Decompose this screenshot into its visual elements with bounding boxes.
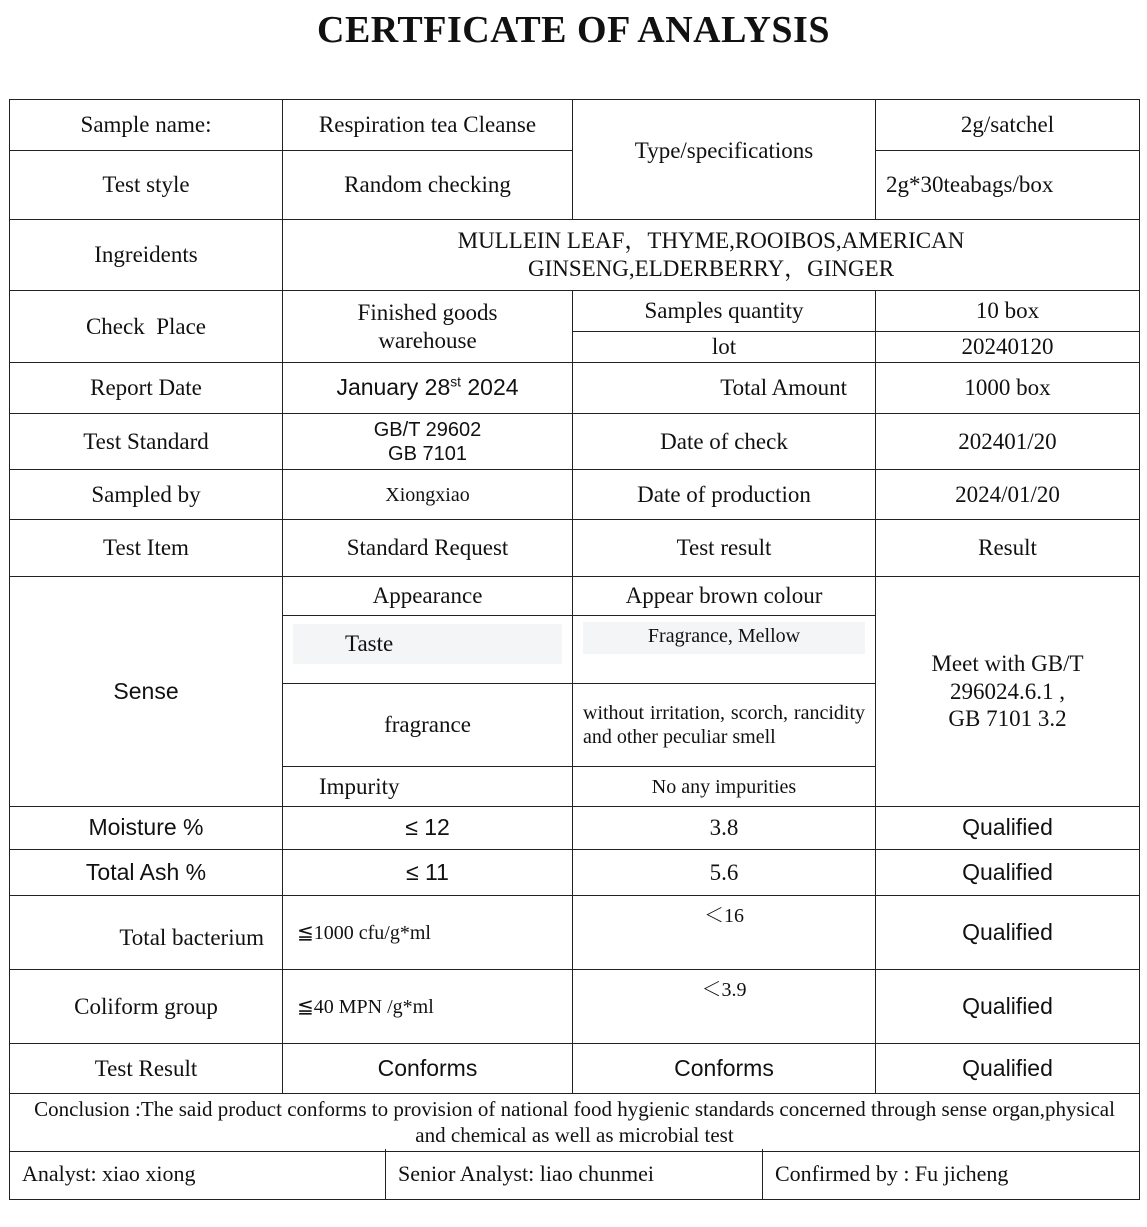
row-coliform-group xyxy=(10,970,1140,1044)
check-place-value: Finished goods warehouse xyxy=(283,291,573,363)
spec-value-2: 2g*30teabags/box xyxy=(876,151,1140,220)
conclusion-text: Conclusion :The said product conforms to provision of national food hygienic standards concerned through sense organ,physical and chemical as well as microbial test xyxy=(10,1094,1140,1152)
taste-result: Fragrance, Mellow xyxy=(583,622,865,654)
row-sample-name xyxy=(10,100,1140,151)
coliform-group-standard: ≦40 MPN /g*ml xyxy=(283,970,573,1044)
coliform-group-result: Qualified xyxy=(876,970,1140,1044)
final-test-result-label: Test Result xyxy=(10,1044,283,1094)
document-title: CERTFICATE OF ANALYSIS xyxy=(317,9,830,51)
lot-label: lot xyxy=(573,332,876,363)
taste-result-cell xyxy=(573,616,876,684)
impurity-result: No any impurities xyxy=(573,767,876,807)
sample-name-value: Respiration tea Cleanse xyxy=(283,100,573,151)
analysis-table xyxy=(9,99,1140,1152)
total-bacterium-result: Qualified xyxy=(876,896,1140,970)
spec-value-1: 2g/satchel xyxy=(876,100,1140,151)
row-total-ash xyxy=(10,850,1140,896)
total-bacterium-test-result: ＜16 xyxy=(573,896,876,970)
total-ash-test-result: 5.6 xyxy=(573,850,876,896)
row-test-standard xyxy=(10,414,1140,470)
test-style-value: Random checking xyxy=(283,151,573,220)
sense-result-line-1: Meet with GB/T xyxy=(931,651,1084,677)
confirmed-by-signature: Confirmed by : Fu jicheng xyxy=(763,1149,1140,1200)
report-date-suffix: st xyxy=(450,374,461,390)
sampled-by-label: Sampled by xyxy=(10,470,283,520)
column-test-item: Test Item xyxy=(10,520,283,577)
total-amount-value: 1000 box xyxy=(876,363,1140,414)
moisture-result: Qualified xyxy=(876,807,1140,850)
signature-table xyxy=(9,1149,1140,1200)
coliform-group-test-result: ＜3.9 xyxy=(573,970,876,1044)
type-specifications-label: Type/specifications xyxy=(573,100,876,220)
final-test-result: Conforms xyxy=(573,1044,876,1094)
impurity-label: Impurity xyxy=(283,767,573,807)
taste-cell xyxy=(283,616,573,684)
column-standard-request: Standard Request xyxy=(283,520,573,577)
test-standard-line-2: GB 7101 xyxy=(388,442,467,465)
total-amount-label: Total Amount xyxy=(573,363,876,414)
analyst-signature: Analyst: xiao xiong xyxy=(10,1149,386,1200)
taste-label: Taste xyxy=(293,624,562,664)
total-ash-result: Qualified xyxy=(876,850,1140,896)
final-standard: Conforms xyxy=(283,1044,573,1094)
moisture-item: Moisture % xyxy=(10,807,283,850)
row-column-headers xyxy=(10,520,1140,577)
row-conclusion xyxy=(10,1094,1140,1152)
total-ash-standard: ≤ 11 xyxy=(283,850,573,896)
date-of-check-label: Date of check xyxy=(573,414,876,470)
samples-quantity-value: 10 box xyxy=(876,291,1140,332)
date-of-check-value: 202401/20 xyxy=(876,414,1140,470)
final-result: Qualified xyxy=(876,1044,1140,1094)
row-check-place xyxy=(10,291,1140,332)
sampled-by-value: Xiongxiao xyxy=(283,470,573,520)
row-sampled-by xyxy=(10,470,1140,520)
ingredients-line-2: GINSENG,ELDERBERRY，GINGER xyxy=(527,256,895,281)
moisture-standard: ≤ 12 xyxy=(283,807,573,850)
samples-quantity-label: Samples quantity xyxy=(573,291,876,332)
total-ash-item: Total Ash % xyxy=(10,850,283,896)
appearance-label: Appearance xyxy=(283,577,573,616)
senior-analyst-signature: Senior Analyst: liao chunmei xyxy=(386,1149,763,1200)
sample-name-label: Sample name: xyxy=(10,100,283,151)
column-test-result: Test result xyxy=(573,520,876,577)
check-place-label: Check Place xyxy=(10,291,283,363)
sense-label: Sense xyxy=(10,577,283,807)
report-date-label: Report Date xyxy=(10,363,283,414)
report-date-year: 2024 xyxy=(460,374,519,401)
coliform-group-item: Coliform group xyxy=(10,970,283,1044)
lot-value: 20240120 xyxy=(876,332,1140,363)
report-date-value xyxy=(283,363,573,414)
column-result: Result xyxy=(876,520,1140,577)
ingredients-line-1: MULLEIN LEAF，THYME,ROOIBOS,AMERICAN xyxy=(457,228,965,254)
row-total-bacterium xyxy=(10,896,1140,970)
total-bacterium-standard: ≦1000 cfu/g*ml xyxy=(283,896,573,970)
total-bacterium-item: Total bacterium xyxy=(10,896,283,970)
row-ingredients xyxy=(10,220,1140,291)
test-standard-label: Test Standard xyxy=(10,414,283,470)
sense-result-line-3: GB 7101 3.2 xyxy=(948,706,1067,732)
test-standard-line-1: GB/T 29602 xyxy=(373,418,482,441)
test-standard-value xyxy=(283,414,573,470)
row-report-date xyxy=(10,363,1140,414)
sense-result xyxy=(876,577,1140,807)
date-of-production-value: 2024/01/20 xyxy=(876,470,1140,520)
report-date-main: January 28 xyxy=(336,374,451,401)
ingredients-value xyxy=(283,220,1140,291)
date-of-production-label: Date of production xyxy=(573,470,876,520)
row-sense-appearance xyxy=(10,577,1140,616)
ingredients-label: Ingreidents xyxy=(10,220,283,291)
fragrance-label: fragrance xyxy=(283,684,573,767)
appearance-result: Appear brown colour xyxy=(573,577,876,616)
signature-row xyxy=(10,1149,1140,1200)
row-test-result xyxy=(10,1044,1140,1094)
moisture-test-result: 3.8 xyxy=(573,807,876,850)
sense-result-line-2: 296024.6.1 , xyxy=(950,678,1065,704)
test-style-label: Test style xyxy=(10,151,283,220)
row-moisture xyxy=(10,807,1140,850)
fragrance-result: without irritation, scorch, rancidity and other peculiar smell xyxy=(573,684,876,767)
